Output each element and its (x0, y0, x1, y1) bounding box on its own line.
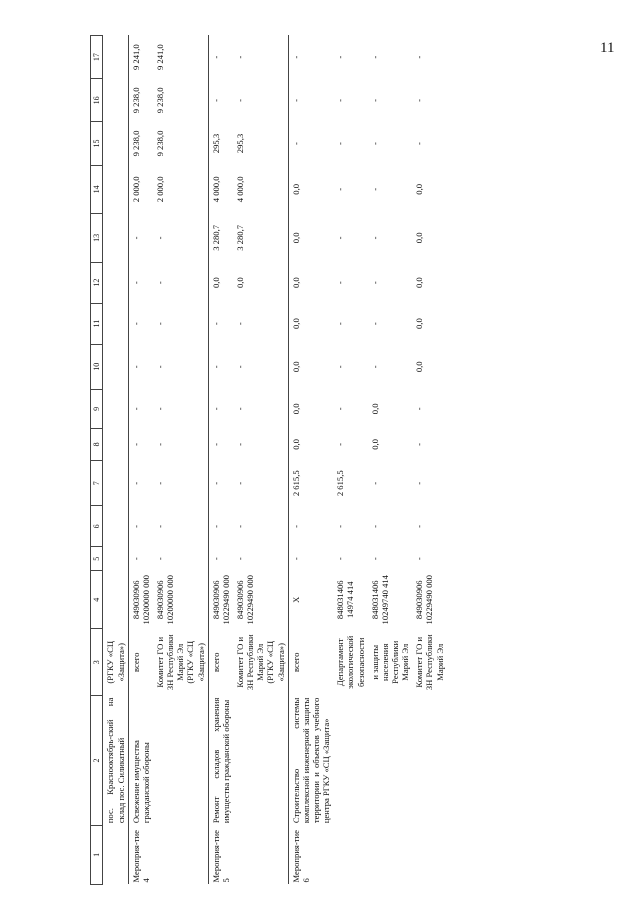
cell: - (128, 262, 153, 303)
col-header: 12 (91, 262, 103, 303)
cell (412, 696, 446, 825)
cell: 295,3 (208, 122, 233, 165)
cell: - (369, 142, 380, 145)
table-row (368, 36, 413, 885)
cell: 2 000,0 (155, 176, 165, 203)
cell: - (128, 428, 153, 460)
cell: - (414, 55, 425, 59)
table-row (128, 36, 153, 885)
cell: - (335, 281, 346, 285)
cell: - (155, 524, 165, 528)
cell: 0,0 (208, 262, 233, 303)
table-row (103, 36, 128, 885)
cell (233, 825, 288, 884)
page-number: 11 (600, 40, 615, 56)
cell: Мероприя-тие 6 (288, 825, 333, 884)
cell (368, 825, 413, 884)
cell: - (234, 55, 245, 59)
cell: 3 280,7 (208, 214, 233, 263)
cell: 0,0 (288, 344, 333, 389)
cell: - (128, 547, 153, 571)
cell: - (369, 281, 380, 285)
cell: Освежение имущества гражданской обороны (128, 696, 153, 825)
cell: 0,0 (234, 277, 245, 289)
cell: (РГКУ «СЦ «Защита») (105, 640, 126, 684)
cell: - (155, 322, 165, 326)
cell: 9 241,0 (128, 36, 153, 79)
cell: - (335, 322, 346, 326)
cell (103, 79, 128, 122)
cell: Департамент экологической безопасности (335, 635, 366, 689)
col-header: 14 (91, 165, 103, 214)
cell: - (369, 236, 380, 240)
cell: Мероприя-тие 4 (128, 825, 153, 884)
cell: - (414, 407, 425, 411)
table-row (208, 36, 233, 885)
cell: 849030906 10229490 000 (208, 571, 233, 629)
header-row (91, 36, 103, 885)
cell: всего (208, 629, 233, 696)
cell: 0,0 (414, 318, 425, 329)
cell: - (414, 442, 425, 446)
cell: - (288, 79, 333, 122)
cell: Строительство системы комплексной инженерной защиты территории и объектов учебного центра РГКУ «СЦ «Защита» (288, 696, 333, 825)
cell: 9 238,0 (155, 87, 165, 114)
cell: 0,0 (369, 439, 380, 450)
cell: - (335, 98, 346, 102)
cell (103, 122, 128, 165)
cell: 849030906 10229490 000 (234, 575, 256, 625)
cell: 0,0 (414, 361, 425, 373)
cell (412, 825, 446, 884)
cell: - (128, 344, 153, 389)
cell: - (335, 557, 346, 561)
cell: - (208, 389, 233, 428)
cell: 0,0 (414, 232, 425, 244)
cell: - (234, 481, 245, 485)
cell (333, 696, 367, 825)
cell: - (155, 236, 165, 240)
cell: 0,0 (288, 303, 333, 344)
cell: 0,0 (288, 165, 333, 214)
col-header: 7 (91, 461, 103, 506)
cell (333, 825, 367, 884)
cell: 9 238,0 (155, 130, 165, 157)
cell: 849030906 10229490 000 (414, 575, 435, 625)
cell (153, 825, 208, 884)
cell: - (234, 365, 245, 369)
col-header: 15 (91, 122, 103, 165)
cell: 0,0 (288, 262, 333, 303)
cell: - (208, 461, 233, 506)
cell: - (234, 407, 245, 411)
cell: - (234, 524, 245, 528)
cell: - (335, 365, 346, 369)
cell: Ремонт складов хранения имущества гражданской обороны (208, 696, 233, 825)
cell: 2 615,5 (335, 470, 346, 497)
cell: - (369, 55, 380, 59)
col-header: 11 (91, 303, 103, 344)
cell: и защиты населения Республики Марий Эл (369, 640, 411, 684)
col-header: 13 (91, 214, 103, 263)
cell: - (208, 506, 233, 547)
cell: - (335, 55, 346, 59)
cell: - (288, 36, 333, 79)
cell: 849030906 10200000 000 (128, 571, 153, 629)
cell: - (128, 506, 153, 547)
table-row (153, 36, 208, 885)
cell: - (155, 365, 165, 369)
cell: Комитет ГО и ЗН Республики Марий Эл (РГКУ «СЦ «Защита») (234, 634, 286, 691)
cell: - (335, 442, 346, 446)
col-header: 4 (91, 571, 103, 629)
cell (103, 428, 128, 460)
cell: - (369, 481, 380, 485)
cell: 848031406 10249740 414 (369, 575, 390, 625)
cell: - (414, 98, 425, 102)
cell: - (208, 344, 233, 389)
cell: 0,0 (288, 428, 333, 460)
cell: - (208, 36, 233, 79)
cell (103, 547, 128, 571)
cell: - (128, 461, 153, 506)
table-row (233, 36, 288, 885)
cell (103, 36, 128, 79)
cell: - (335, 407, 346, 411)
cell: - (414, 557, 425, 561)
cell: 3 280,7 (234, 224, 245, 251)
cell (233, 696, 288, 825)
cell: - (234, 442, 245, 446)
cell (103, 506, 128, 547)
cell: - (234, 98, 245, 102)
cell: - (128, 389, 153, 428)
cell: - (155, 281, 165, 285)
cell (103, 344, 128, 389)
cell: - (234, 322, 245, 326)
cell: Мероприя-тие 5 (208, 825, 233, 884)
cell: Комитет ГО и ЗН Республики Марий Эл (414, 634, 445, 691)
col-header: 1 (91, 825, 103, 884)
cell: 9 241,0 (155, 44, 165, 71)
cell: - (208, 303, 233, 344)
cell: - (369, 322, 380, 326)
cell (368, 696, 413, 825)
cell: 9 238,0 (128, 122, 153, 165)
cell (153, 696, 208, 825)
cell: всего (288, 629, 333, 696)
cell: 0,0 (288, 389, 333, 428)
col-header: 6 (91, 506, 103, 547)
cell: - (208, 547, 233, 571)
cell: - (369, 557, 380, 561)
cell: 848031406 14974 414 (335, 580, 356, 620)
cell: - (288, 122, 333, 165)
cell (103, 461, 128, 506)
cell (103, 214, 128, 263)
cell: - (128, 214, 153, 263)
cell: - (155, 481, 165, 485)
col-header: 10 (91, 344, 103, 389)
cell: всего (128, 629, 153, 696)
cell: - (234, 557, 245, 561)
table-row (333, 36, 367, 885)
col-header: 17 (91, 36, 103, 79)
cell: 4 000,0 (234, 176, 245, 203)
cell: 295,3 (234, 133, 245, 154)
cell: 0,0 (369, 403, 380, 415)
cell: 0,0 (288, 214, 333, 263)
cell: - (369, 187, 380, 191)
col-header: 8 (91, 428, 103, 460)
cell: 0,0 (414, 277, 425, 289)
rotated-table-stage (90, 35, 620, 885)
cell: 2 615,5 (288, 461, 333, 506)
cell: - (208, 428, 233, 460)
cell: - (335, 187, 346, 191)
cell: - (128, 303, 153, 344)
cell: Комитет ГО и ЗН Республики Марий Эл (РГКУ «СЦ «Защита») (155, 634, 206, 691)
cell: - (369, 365, 380, 369)
col-header: 16 (91, 79, 103, 122)
cell (103, 165, 128, 214)
cell: пос. Краснооктябрь-ский на склад пос. Силикатный (105, 697, 126, 824)
col-header: 2 (91, 696, 103, 825)
cell: 0,0 (414, 183, 425, 195)
cell: - (335, 524, 346, 528)
cell: 4 000,0 (208, 165, 233, 214)
cell: - (414, 524, 425, 528)
cell: - (155, 407, 165, 411)
cell (103, 262, 128, 303)
cell: X (288, 571, 333, 629)
cell (103, 389, 128, 428)
cell: - (155, 442, 165, 446)
cell: - (369, 98, 380, 102)
col-header: 5 (91, 547, 103, 571)
cell: 9 238,0 (128, 79, 153, 122)
cell (103, 303, 128, 344)
cell: - (414, 142, 425, 145)
cell: - (155, 557, 165, 561)
cell: - (335, 236, 346, 240)
cell (103, 825, 128, 884)
cell: - (288, 547, 333, 571)
cell: - (335, 142, 346, 145)
table-row (288, 36, 333, 885)
table-row (412, 36, 446, 885)
cell: 849030906 10200000 000 (155, 575, 176, 625)
financing-table (90, 35, 447, 885)
cell: - (208, 79, 233, 122)
col-header: 9 (91, 389, 103, 428)
cell (103, 571, 128, 629)
col-header: 3 (91, 629, 103, 696)
cell: - (369, 524, 380, 528)
cell: - (288, 506, 333, 547)
cell: 2 000,0 (128, 165, 153, 214)
cell: - (414, 481, 425, 485)
